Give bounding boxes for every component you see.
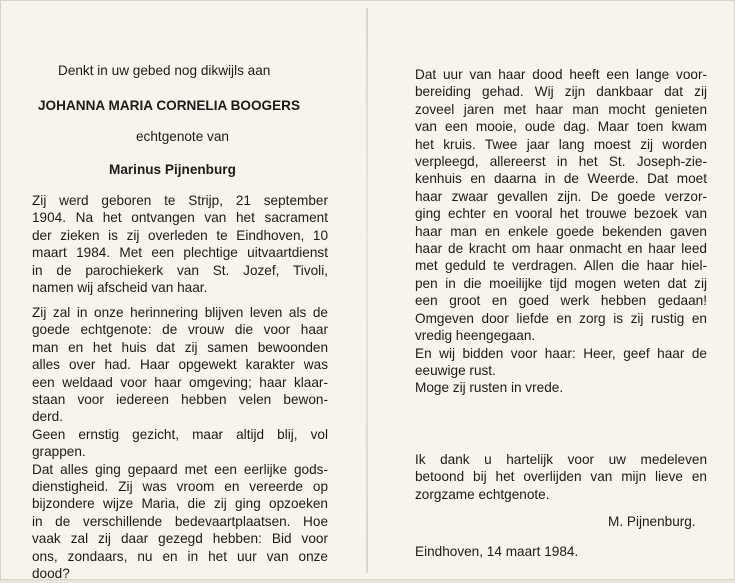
text-line: eeuwige rust.	[415, 362, 496, 378]
text-line: pen in die moeilijke tijd mogen weten dat zij	[415, 275, 707, 291]
text-line: alles over had. Haar opgewekt karakter was	[32, 357, 328, 373]
spouse-name: Marinus Pijnenburg	[109, 162, 236, 177]
text-line: man en het huis dat zij samen bewoonden	[32, 339, 328, 355]
text-line: Moge zij rusten in vrede.	[415, 380, 564, 396]
text-line: haar zwaar gevallen zijn. De goede verzor-	[415, 188, 707, 204]
text-line: ging echter en vooral het trouwe bezoek van	[415, 206, 707, 222]
illness-paragraph	[415, 66, 707, 397]
text-line: ons, zondaars, nu en in het uur van onze	[32, 548, 328, 564]
text-line: kenhuis en daarna in de Weerde. Dat moet	[415, 171, 707, 187]
text-line: maart 1984. Met een plechtige uitvaartdienst	[32, 245, 328, 261]
text-line: dood?	[32, 566, 70, 582]
text-line: Zij werd geboren te Strijp, 21 september	[32, 193, 328, 208]
text-line: bereiding gehad. Wij zijn dankbaar dat zij	[415, 84, 707, 100]
text-line: der zieken is zij overleden te Eindhoven, 10	[32, 227, 328, 243]
text-line: in de parochiekerk van St. Jozef, Tivoli,	[32, 262, 328, 278]
thanks-paragraph	[415, 451, 707, 503]
text-line: Dat alles ging gepaard met een eerlijke gods-	[32, 461, 328, 477]
text-line: van een mooie, oude dag. Maar toen kwam	[415, 119, 707, 135]
signature: M. Pijnenburg.	[608, 514, 696, 529]
text-line: Geen ernstig gezicht, maar altijd blij, vol	[32, 426, 328, 442]
text-line: goede echtgenote: de vrouw die voor haar	[32, 322, 328, 338]
text-line: Zij zal in onze herinnering blijven leven als de	[32, 305, 328, 320]
text-line: bijzondere wijze Maria, die zij ging opzoeken	[32, 496, 328, 512]
text-line: een weldaad voor haar omgeving; haar klaar-	[32, 374, 328, 390]
text-line: En wij bidden voor haar: Heer, geef haar de	[415, 345, 707, 361]
card-fold	[366, 8, 368, 573]
text-line: Dat uur van haar dood heeft een lange voor-	[415, 67, 707, 82]
text-line: met geduld te verdragen. Allen die haar hiel-	[415, 258, 707, 274]
relation-line: echtgenote van	[136, 129, 229, 144]
biography-paragraph	[32, 192, 328, 296]
text-line: zorgzame echtgenote.	[415, 486, 550, 502]
remembrance-paragraph	[32, 304, 328, 583]
text-line: dienstigheid. Zij was vroom en vereerde op	[32, 479, 328, 495]
text-line: haar man en enkele goede bekenden gaven	[415, 223, 707, 239]
text-line: grappen.	[32, 444, 86, 460]
text-line: Omgeven door liefde en zorg is zij rustig en	[415, 310, 707, 326]
place-and-date: Eindhoven, 14 maart 1984.	[415, 544, 579, 559]
text-line: zoveel jaren met haar man mocht genieten	[415, 101, 707, 117]
text-line: vaak zal zij daar gezegd hebben: Bid voor	[32, 531, 328, 547]
text-line: het kruis. Twee jaar lang moest zij worden	[415, 136, 707, 152]
text-line: staan voor iedereen hebben velen bewon-	[32, 392, 328, 408]
text-line: Ik dank u hartelijk voor uw medeleven	[415, 452, 707, 467]
text-line: derd.	[32, 409, 63, 425]
text-line: vredig heengegaan.	[415, 328, 536, 344]
text-line: verpleegd, allereerst in het St. Joseph-zie-	[415, 154, 707, 170]
text-line: betoond bij het overlijden van mijn lieve en	[415, 469, 707, 485]
text-line: in de verschillende bedevaartplaatsen. Hoe	[32, 513, 328, 529]
text-line: namen wij afscheid van haar.	[32, 280, 208, 296]
text-line: haar de kracht om haar onmacht en haar leed	[415, 241, 707, 257]
text-line: 1904. Na het ontvangen van het sacrament	[32, 210, 328, 226]
deceased-name: JOHANNA MARIA CORNELIA BOOGERS	[38, 98, 301, 113]
intro-line: Denkt in uw gebed nog dikwijls aan	[58, 63, 271, 78]
text-line: een groot en goed werk hebben gedaan!	[415, 293, 707, 309]
